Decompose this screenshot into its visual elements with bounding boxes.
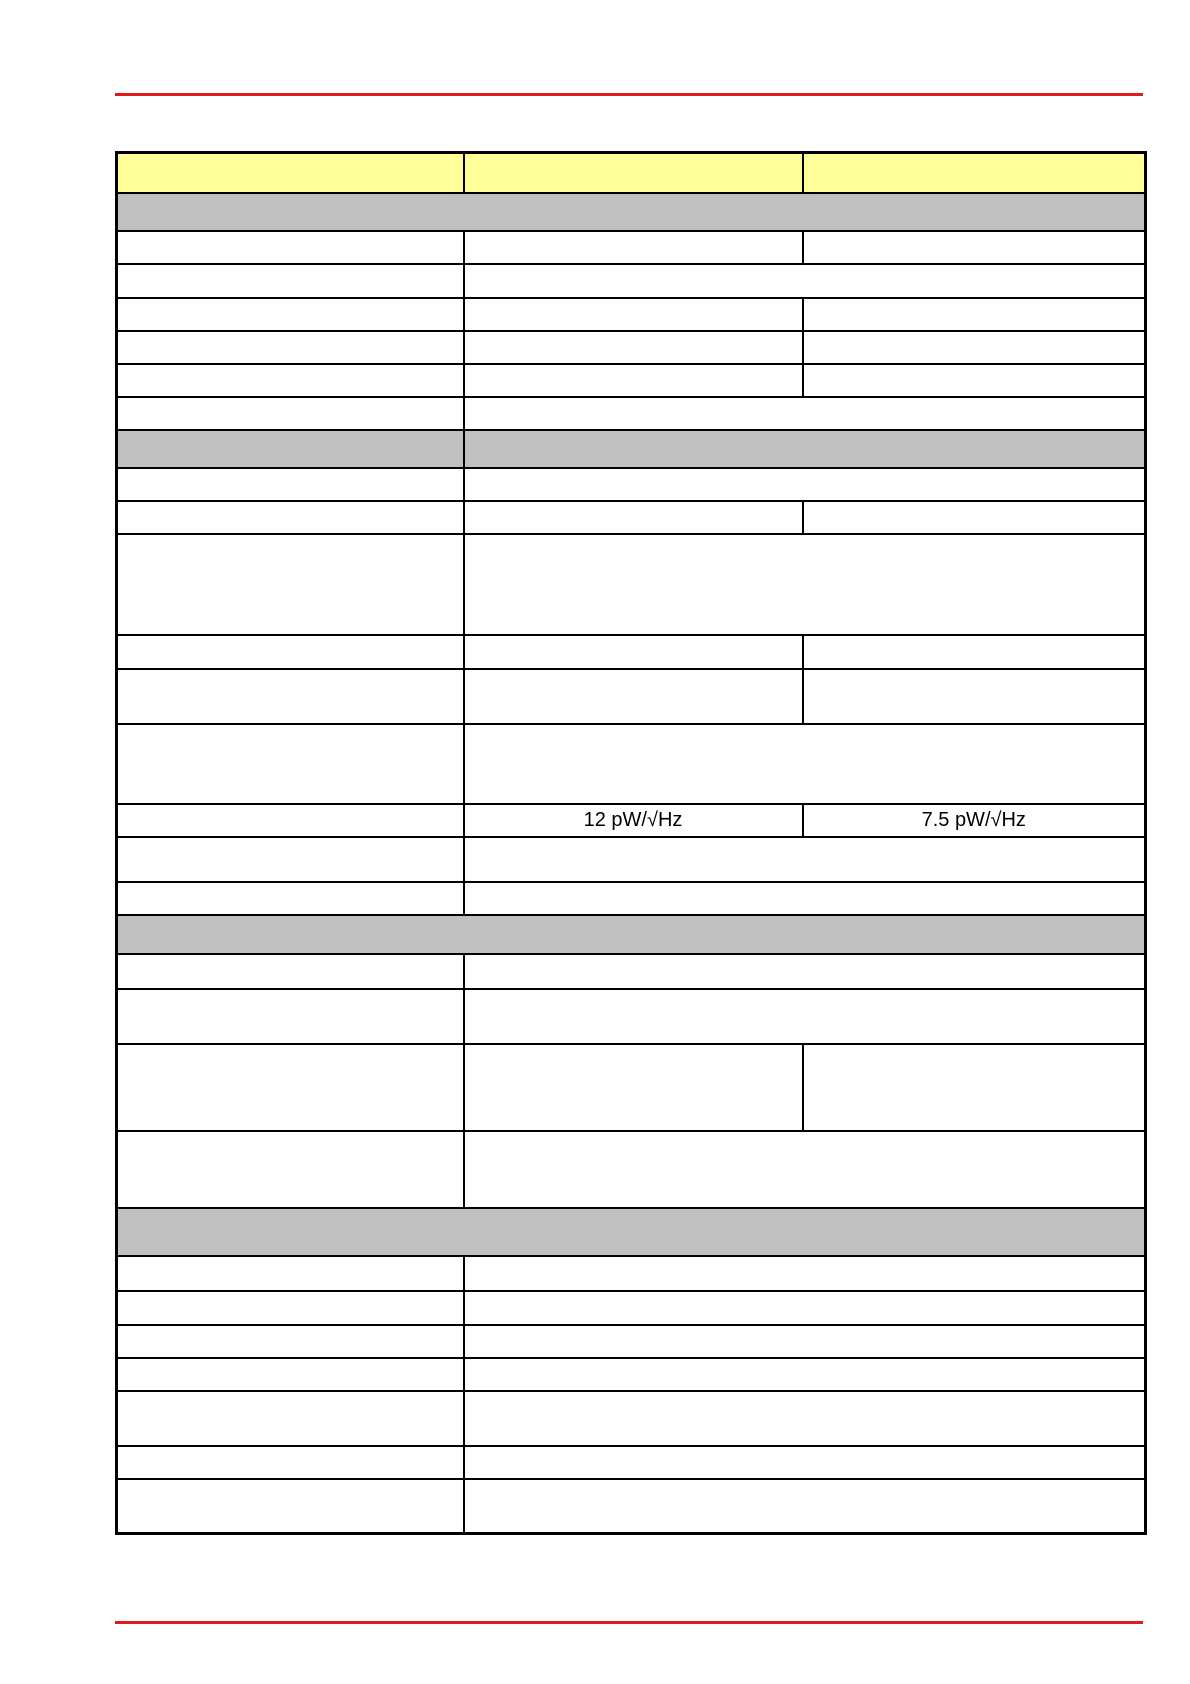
section-row — [117, 1208, 1146, 1256]
value-cell — [464, 837, 1146, 882]
specifications-table — [115, 151, 1147, 1535]
value-cell — [464, 468, 1146, 501]
table-row — [117, 231, 1146, 264]
section-row — [117, 193, 1146, 231]
section-cell — [117, 915, 1146, 954]
value-cell — [464, 1446, 1146, 1479]
value-cell — [803, 231, 1146, 264]
value-cell — [803, 669, 1146, 724]
label-cell — [117, 1044, 464, 1131]
section-cell — [117, 193, 1146, 231]
label-cell — [117, 534, 464, 635]
table-row — [117, 298, 1146, 331]
section-row — [117, 430, 1146, 468]
label-cell — [117, 1358, 464, 1391]
header-cell — [117, 153, 464, 193]
value-cell — [464, 669, 803, 724]
value-cell — [464, 1256, 1146, 1291]
value-cell — [464, 1325, 1146, 1358]
table-row — [117, 1325, 1146, 1358]
table-row — [117, 331, 1146, 364]
label-cell — [117, 669, 464, 724]
table-row — [117, 724, 1146, 804]
value-cell — [803, 501, 1146, 534]
value-cell — [464, 534, 1146, 635]
value-cell — [464, 882, 1146, 915]
header-cell — [803, 153, 1146, 193]
section-cell — [117, 430, 464, 468]
label-cell — [117, 231, 464, 264]
value-cell — [464, 298, 803, 331]
table-row — [117, 989, 1146, 1044]
label-cell — [117, 1256, 464, 1291]
nep-value-col1: 12 pW/√Hz — [464, 804, 803, 837]
value-cell — [803, 298, 1146, 331]
table-row — [117, 534, 1146, 635]
value-cell — [464, 264, 1146, 298]
value-cell — [464, 989, 1146, 1044]
table-row — [117, 635, 1146, 669]
label-cell — [117, 468, 464, 501]
value-cell — [803, 1044, 1146, 1131]
label-cell — [117, 364, 464, 397]
table-row — [117, 1291, 1146, 1325]
label-cell — [117, 1446, 464, 1479]
value-cell — [464, 364, 803, 397]
value-cell — [464, 1391, 1146, 1446]
table-row — [117, 837, 1146, 882]
value-cell — [464, 331, 803, 364]
table-row-nep — [117, 804, 1146, 837]
label-cell — [117, 837, 464, 882]
label-cell — [117, 1325, 464, 1358]
label-cell — [117, 264, 464, 298]
table-row — [117, 882, 1146, 915]
top-red-rule — [115, 93, 1143, 96]
section-row — [117, 915, 1146, 954]
table-row — [117, 669, 1146, 724]
table-row — [117, 1391, 1146, 1446]
table-row — [117, 397, 1146, 430]
label-cell — [117, 804, 464, 837]
value-cell — [464, 954, 1146, 989]
nep-value-col2: 7.5 pW/√Hz — [803, 804, 1146, 837]
label-cell — [117, 1479, 464, 1534]
header-cell — [464, 153, 803, 193]
table-row — [117, 1044, 1146, 1131]
value-cell — [464, 1479, 1146, 1534]
table-row — [117, 1446, 1146, 1479]
table-row — [117, 501, 1146, 534]
table-row — [117, 1358, 1146, 1391]
label-cell — [117, 1131, 464, 1208]
value-cell — [464, 1291, 1146, 1325]
value-cell — [803, 331, 1146, 364]
table-row — [117, 1479, 1146, 1534]
label-cell — [117, 635, 464, 669]
table-row — [117, 954, 1146, 989]
value-cell — [464, 1044, 803, 1131]
table-row — [117, 1256, 1146, 1291]
table-row — [117, 264, 1146, 298]
value-cell — [464, 397, 1146, 430]
label-cell — [117, 501, 464, 534]
value-cell — [464, 501, 803, 534]
label-cell — [117, 1391, 464, 1446]
value-cell — [464, 635, 803, 669]
table-row — [117, 468, 1146, 501]
label-cell — [117, 298, 464, 331]
value-cell — [464, 724, 1146, 804]
label-cell — [117, 724, 464, 804]
label-cell — [117, 954, 464, 989]
label-cell — [117, 989, 464, 1044]
table-row — [117, 364, 1146, 397]
value-cell — [464, 231, 803, 264]
table-row — [117, 1131, 1146, 1208]
bottom-red-rule — [115, 1621, 1143, 1624]
label-cell — [117, 1291, 464, 1325]
value-cell — [803, 635, 1146, 669]
value-cell — [464, 1131, 1146, 1208]
value-cell — [464, 1358, 1146, 1391]
label-cell — [117, 882, 464, 915]
label-cell — [117, 331, 464, 364]
value-cell — [803, 364, 1146, 397]
section-cell — [464, 430, 1146, 468]
label-cell — [117, 397, 464, 430]
section-cell — [117, 1208, 1146, 1256]
table-header-row — [117, 153, 1146, 193]
